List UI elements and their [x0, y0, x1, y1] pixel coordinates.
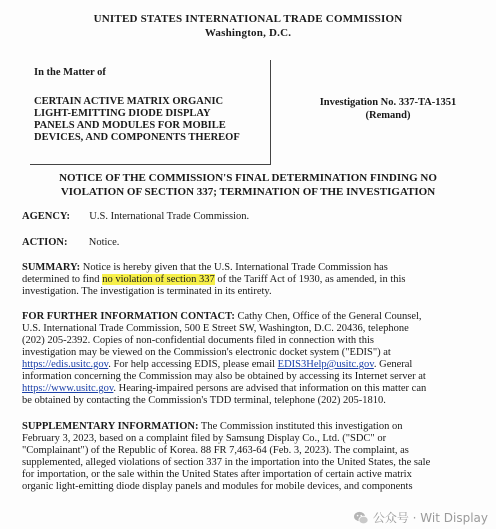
further-info-line: information concerning the Commission may also be obtained by accessing its Internet server at — [22, 371, 426, 382]
further-info-line: U.S. International Trade Commission, 500 E Street SW, Washington, D.C. 20436, telephone — [22, 323, 409, 334]
case-title-line: PANELS AND MODULES FOR MOBILE — [34, 120, 226, 131]
supplementary-line: organic light-emitting diode display panels and modules for mobile devices, and components — [22, 481, 413, 492]
agency-location: Washington, D.C. — [204, 27, 292, 39]
supplementary-line: "Complainant") of the Republic of Korea. 88 FR 7,463-64 (Feb. 3, 2023). The complaint, as — [22, 445, 409, 456]
supplementary-line: for importation, or the sale within the United States after importation of certain active matrix — [22, 469, 412, 480]
further-info-line: FOR FURTHER INFORMATION CONTACT: Cathy Chen, Office of the General Counsel, — [22, 311, 422, 322]
notice-title-line: NOTICE OF THE COMMISSION'S FINAL DETERMINATION FINDING NO — [59, 172, 437, 184]
case-title-line: CERTAIN ACTIVE MATRIX ORGANIC — [34, 96, 224, 107]
agency-label: AGENCY: — [22, 211, 71, 222]
notice-title-line: VIOLATION OF SECTION 337; TERMINATION OF THE INVESTIGATION — [60, 186, 436, 198]
watermark — [353, 509, 488, 526]
remand-label: (Remand) — [365, 110, 411, 121]
highlighted-finding: no violation of section 337 — [102, 274, 215, 285]
investigation-number: Investigation No. 337-TA-1351 — [319, 97, 457, 108]
further-info-line: https://edis.usitc.gov. For help accessing EDIS, please email EDIS3Help@usitc.gov. General — [22, 359, 413, 370]
further-info-line: investigation may be viewed on the Commission's electronic docket system ("EDIS") at — [22, 347, 391, 358]
case-title-line: DEVICES, AND COMPONENTS THEREOF — [34, 132, 240, 143]
summary-label: SUMMARY: — [22, 262, 81, 273]
summary-line: SUMMARY: Notice is hereby given that the U.S. International Trade Commission has — [22, 262, 388, 273]
wechat-icon — [353, 510, 369, 526]
edis-help-email-link[interactable]: EDIS3Help@usitc.gov — [277, 359, 374, 370]
in-the-matter-of: In the Matter of — [34, 67, 106, 78]
further-info-line: be obtained by contacting the Commission's TDD terminal, telephone (202) 205-1810. — [22, 395, 386, 406]
edis-link[interactable]: https://edis.usitc.gov — [22, 359, 109, 370]
agency-field — [22, 211, 249, 223]
further-info-label: FOR FURTHER INFORMATION CONTACT: — [22, 311, 235, 322]
agency-header: UNITED STATES INTERNATIONAL TRADE COMMISSION — [93, 13, 403, 25]
watermark-text: 公众号 · Wit Display — [372, 511, 488, 525]
usitc-link[interactable]: https://www.usitc.gov — [22, 383, 114, 394]
further-info-line: (202) 205-2392. Copies of non-confidential documents filed in connection with this — [22, 335, 374, 346]
case-title-line: LIGHT-EMITTING DIODE DISPLAY — [34, 108, 211, 119]
supplementary-label: SUPPLEMENTARY INFORMATION: — [22, 421, 199, 432]
further-info-line: https://www.usitc.gov. Hearing-impaired persons are advised that information on this matter can — [22, 383, 427, 394]
summary-line: determined to find no violation of section 337 of the Tariff Act of 1930, as amended, in this — [22, 274, 406, 285]
action-label: ACTION: — [22, 237, 68, 248]
summary-line: investigation. The investigation is terminated in its entirety. — [22, 286, 272, 297]
action-field — [22, 237, 119, 249]
supplementary-line: supplemented, alleged violations of section 337 in the importation into the United States, the sale — [22, 457, 431, 468]
action-value: Notice. — [88, 237, 120, 248]
supplementary-line: SUPPLEMENTARY INFORMATION: The Commission instituted this investigation on — [22, 421, 403, 432]
agency-value: U.S. International Trade Commission. — [89, 211, 250, 222]
supplementary-line: February 3, 2023, based on a complaint filed by Samsung Display Co., Ltd. ("SDC" or — [22, 433, 387, 444]
